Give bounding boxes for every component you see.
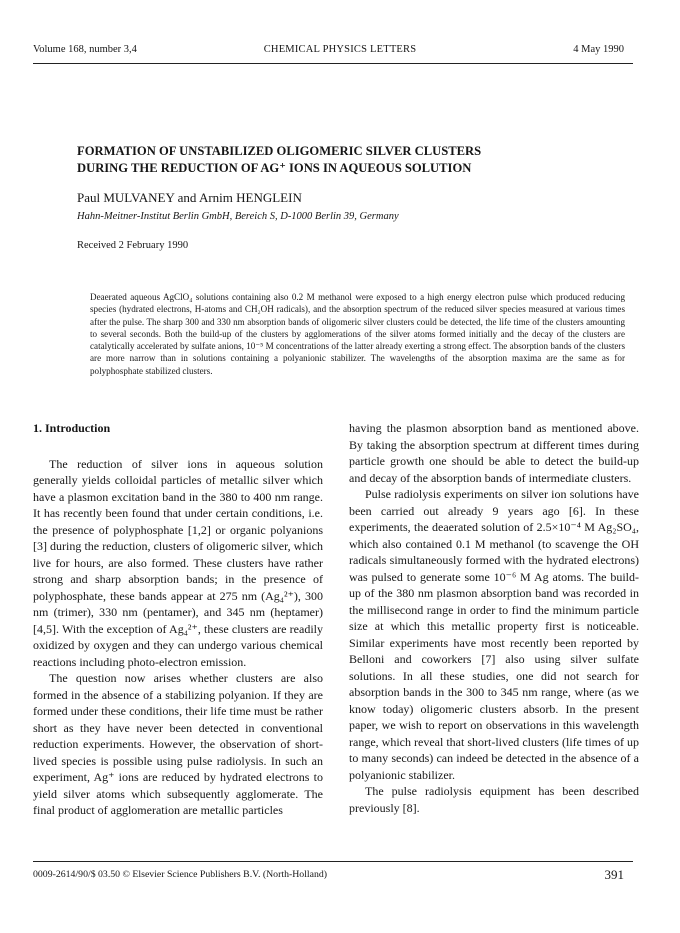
received-date: Received 2 February 1990	[77, 240, 189, 251]
affiliation: Hahn-Meitner-Institut Berlin GmbH, Bereich S, D-1000 Berlin 39, Germany	[77, 211, 399, 222]
copyright-line: 0009-2614/90/$ 03.50 © Elsevier Science Publishers B.V. (North-Holland)	[33, 869, 328, 880]
section-heading: 1. Introduction	[33, 421, 111, 435]
title-line-2: DURING THE REDUCTION OF AG⁺ IONS IN AQUEOUS SOLUTION	[77, 161, 472, 175]
right-column	[349, 420, 639, 816]
issue-date: 4 May 1990	[573, 44, 624, 55]
abstract: Deaerated aqueous AgClO₄ solutions containing also 0.2 M methanol were exposed to a high energy electron pulse which produced reducing species (hydrated electrons, H-atoms and CH₂OH radicals), and the absorption spectrum of the reduced silver species measured at various times after the pulse. The sharp 300 and 330 nm absorption bands of oligomeric silver clusters could be detected, the life time of the clusters amounting to several seconds. Both the build-up of the clusters by agglomerations of the silver atoms formed initially and the decay of the clusters are catalytically accelerated by sulfate anions, 10⁻⁵ M concentrations of the latter already exerting a strong effect. The absorption bands of the clusters are more narrow than in solutions containing a polyanionic stabilizer. The wavelengths of the absorption maxima are the same as for polyphosphate stabilized clusters.	[90, 292, 625, 376]
footer-rule	[33, 861, 633, 862]
left-column	[33, 420, 323, 819]
paragraph: having the plasmon absorption band as mentioned above. By taking the absorption spectrum at different times during particle growth one should be able to detect the build-up and decay of the absorption bands of intermediate clusters.	[349, 421, 639, 485]
volume-info: Volume 168, number 3,4	[33, 44, 137, 55]
paragraph: The reduction of silver ions in aqueous solution generally yields colloidal particles of metallic silver which have a plasmon excitation band in the 380 to 400 nm range. It has recently been found that under certain conditions, i.e. the presence of polyphosphate [1,2] or organic polyanions [3] during the reduction, clusters of oligomeric silver, which live for hours, are also formed. These clusters have rather strong and sharp absorption bands; in the presence of polyphosphate, these bands appear at 275 nm (Ag₄²⁺), 300 nm (trimer), 330 nm (pentamer), and 345 nm (heptamer) [4,5]. With the exception of Ag₄²⁺, these clusters are readily oxidized by oxygen and they can undergo various chemical reactions including photo-electron emission.	[33, 456, 323, 669]
title-line-1: FORMATION OF UNSTABILIZED OLIGOMERIC SILVER CLUSTERS	[77, 144, 482, 158]
paragraph: The pulse radiolysis equipment has been described previously [8].	[349, 784, 639, 815]
paragraph: The question now arises whether clusters are also formed in the absence of a stabilizing polyanion. If they are formed under these conditions, their life time must be rather short as they have never been detected in conventional reduction experiments. However, the observation of short-lived species is possible using pulse radiolysis. In such an experiment, Ag⁺ ions are reduced by hydrated electrons to yield silver atoms which subsequently agglomerate. The final product of agglomeration are metallic particles	[33, 671, 323, 817]
header-rule	[33, 63, 633, 64]
article-title	[77, 143, 597, 177]
journal-name: CHEMICAL PHYSICS LETTERS	[263, 44, 417, 55]
page-number: 391	[604, 867, 624, 882]
authors: Paul MULVANEY and Arnim HENGLEIN	[77, 190, 302, 205]
paragraph: Pulse radiolysis experiments on silver ion solutions have been carried out already 9 years ago [6]. In these experiments, the deaerated solution of 2.5×10⁻⁴ M Ag₂SO₄, which also contained 0.1 M methanol (to scavenge the OH radicals simultaneously formed with the hydrated electrons) was pulsed to generate some 10⁻⁶ M Ag atoms. The build-up of the 380 nm plasmon absorption band was recorded in the millisecond range in order to find the minimum particle size at which this metallic property first is noticeable. Similar experiments have most recently been reported by Belloni and coworkers [7] also using silver sulfate solutions. In all these studies, one did not search for absorption bands in the 300 to 345 nm range, where (as we know today) oligomeric clusters absorb. In the present paper, we wish to report on observations in this wavelength range, which reveal that short-lived clusters (life times of up to many seconds) can indeed be detected in the absence of a polyanionic stabilizer.	[349, 487, 639, 782]
